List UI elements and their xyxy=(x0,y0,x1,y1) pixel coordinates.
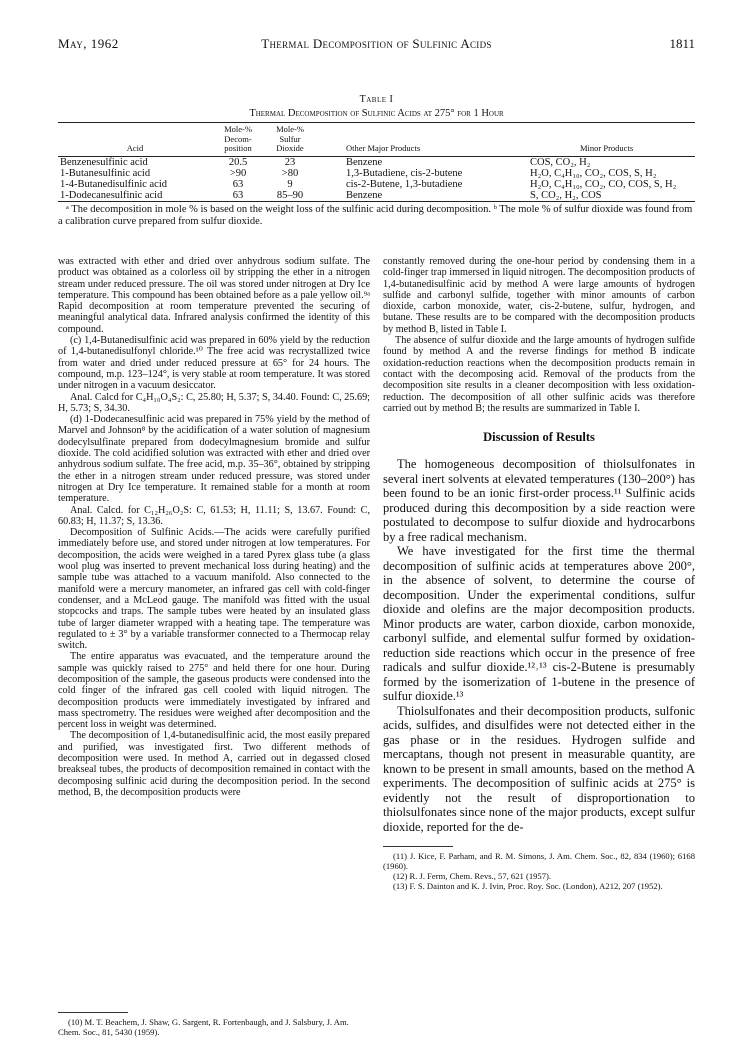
page-header xyxy=(58,36,695,54)
body-paragraph: (d) 1-Dodecanesulfinic acid was prepared in 75% yield by the method of Marvel and Johnson⁸ by the acidification of a water solution of magnesium dodecylsulfinate prepared from dodecylmagnesium bromide and sulfur dioxide. The cold acidified solution was extracted with ether and dried over anhydrous sodium sulfate. The free acid, m.p. 35–36°, obtained by stripping the ether in a nitrogen stream under reduced pressure, was stored under nitrogen at Dry Ice temperature. It remained stable for a month at room temperature. xyxy=(58,414,370,505)
cell-minor-products: H₂O, C₄H₁₀, CO₂, COS, S, H₂ xyxy=(530,167,657,179)
cell-major-products: 1,3-Butadiene, cis-2-butene xyxy=(346,167,463,179)
header-page-number: 1811 xyxy=(669,36,695,51)
col-header-minor-products: Minor Products xyxy=(580,143,634,153)
header-date: May, 1962 xyxy=(58,36,119,51)
table-row xyxy=(58,190,695,202)
discussion-paragraph: The homogeneous decomposition of thiolsulfonates in several inert solvents at elevated temperatures (130–200°) has been found to be an ionic first-order process.¹¹ Sulfinic acids produced during this decomposition by a side reaction were postulated to decompose to sulfur dioxide and hydrocarbons by a free radical mechanism. xyxy=(383,457,695,544)
table-row xyxy=(58,168,695,179)
cell-sulfur-dioxide: 9 xyxy=(287,178,293,190)
cell-decomposition: 63 xyxy=(232,189,244,201)
discussion-paragraph: Thiolsulfonates and their decomposition products, sulfonic acids, sulfides, and disulfides were not detected either in the gas phase or in the residues. Hydrogen sulfide and mercaptans, though not present in measurable quantity, are known to be present in small amounts, based on the method A experiments. The decomposition of sulfinic acids at 275° is evidently not the result of disproportionation to thiolsulfonates since none of the major products, except sulfur dioxide, reported for the de- xyxy=(383,703,695,834)
cell-acid: 1-4-Butanedisulfinic acid xyxy=(60,178,168,190)
cell-acid: 1-Dodecanesulfinic acid xyxy=(60,189,163,201)
cell-acid: Benzenesulfinic acid xyxy=(60,156,148,168)
col-header-sulfur-dioxide: Mole-% Sulfur Dioxide xyxy=(276,124,304,153)
cell-sulfur-dioxide: 23 xyxy=(284,156,296,168)
table-block xyxy=(58,94,695,228)
cell-major-products: cis-2-Butene, 1,3-butadiene xyxy=(346,178,463,190)
body-paragraph: (c) 1,4-Butanedisulfinic acid was prepared in 60% yield by the reduction of 1,4-butanedisulfonyl chloride.¹⁰ The free acid was recrystallized twice from water and dried under reduced pressure at 65° for 24 hours. The compound, m.p. 123–124°, is very stable at room temperature. It was stored under nitrogen in a vacuum desiccator. xyxy=(58,335,370,392)
left-footnotes xyxy=(58,1012,370,1037)
footnote: (11) J. Kice, F. Parham, and R. M. Simons, J. Am. Chem. Soc., 82, 834 (1960); 6168 (1960). xyxy=(383,851,695,872)
cell-decomposition: >90 xyxy=(229,167,247,179)
body-paragraph: Decomposition of Sulfinic Acids.—The acids were carefully purified immediately before use, and stored under nitrogen at low temperatures. For decomposition, the acids were weighed in a tared Pyrex glass tube (a glass wool plug was inserted to prevent mechanical loss during heating) and the sample tube was attached to a vacuum manifold. Also connected to the manifold were a mercury manometer, an infrared gas cell with cold-finger condenser, and a McLeod gauge. The manifold was fitted with the usual stopcocks and traps. The sample tubes were heated by an insulated glass tube of larger diameter wrapped with a heating tape. The temperature was regulated to ± 3° by a variable transformer connected to a Thermocap relay switch. xyxy=(58,527,370,652)
cell-sulfur-dioxide: >80 xyxy=(281,167,299,179)
table-footnotes: ᵃ The decomposition in mole % is based on the weight loss of the sulfinic acid during decomposition. ᵇ The mole % of sulfur dioxide was found from a calibration curve prepared from sulfur dioxide. xyxy=(58,203,693,227)
footnote: (10) M. T. Beachem, J. Shaw, G. Sargent, R. Fortenbaugh, and J. Salsbury, J. Am. Chem. Soc., 81, 5430 (1959). xyxy=(58,1017,349,1037)
body-paragraph: constantly removed during the one-hour period by condensing them in a cold-finger trap immersed in liquid nitrogen. The decomposition products of 1,4-butanedisulfinic acid by method A were large amounts of hydrogen sulfide and carbonyl sulfide, together with minor amounts of carbon dioxide, carbon monoxide, water, cis-2-butene, sulfur, hydrogen, and butane. These results are to be compared with the decomposition products by method B, listed in Table I. xyxy=(383,256,695,335)
body-paragraph: The entire apparatus was evacuated, and the temperature around the sample was quickly raised to 275° and held there for one hour. During decomposition of the sample, the gaseous products were condensed into the cold finger of the infrared gas cell cooled with liquid nitrogen. The decomposition products were immediately investigated by infrared and mass spectrometry. The residues were weighed after decomposition and the percent loss in weight was determined. xyxy=(58,651,370,731)
col-header-major-products: Other Major Products xyxy=(346,143,421,153)
header-running-title: Thermal Decomposition of Sulfinic Acids xyxy=(261,36,492,51)
cell-major-products: Benzene xyxy=(346,189,383,201)
footnote: (13) F. S. Dainton and K. J. Ivin, Proc. Roy. Soc. (London), A212, 207 (1952). xyxy=(393,881,663,892)
analysis-paragraph: Anal. Calcd. for C₁₂H₂₆O₂S: C, 61.53; H, 11.11; S, 13.67. Found: C, 60.83; H, 11.37; S, 13.36. xyxy=(58,504,370,527)
cell-sulfur-dioxide: 85–90 xyxy=(276,189,304,201)
section-title: Discussion of Results xyxy=(483,430,595,445)
footnote-rule xyxy=(383,846,453,847)
table-header-row xyxy=(58,123,695,157)
table-row xyxy=(58,179,695,190)
table-row xyxy=(58,156,695,168)
cell-decomposition: 20.5 xyxy=(228,156,248,168)
cell-minor-products: S, CO₂, H₂, COS xyxy=(530,189,602,201)
table-title: Thermal Decomposition of Sulfinic Acids at 275° for 1 Hour xyxy=(249,108,504,119)
results-table xyxy=(58,122,695,202)
footnote-rule xyxy=(58,1012,128,1013)
col-header-acid: Acid xyxy=(126,143,144,153)
body-paragraph: The absence of sulfur dioxide and the large amounts of hydrogen sulfide found by method A and the reverse findings for method B indicate oxidation-reduction reactions when the decomposition products remain in contact with the decomposing acid. Removal of the products from the decomposition site results in a cleaner decomposition with less oxidation-reduction. The decomposition of all other sulfinic acids was therefore carried out by method B; the results are summarized in Table I. xyxy=(383,335,695,414)
body-paragraph: The decomposition of 1,4-butanedisulfinic acid, the most easily prepared and purified, was investigated first. Two different methods of decomposition were used. In method A, carried out in degassed closed breakseal tubes, the products of decomposition remained in contact with the decomposing sulfinic acid during the decomposition period. In the second method, B, the decomposition products were xyxy=(58,730,370,798)
cell-minor-products: H₂O, C₄H₁₀, CO₂, CO, COS, S, H₂ xyxy=(530,178,677,190)
cell-minor-products: COS, CO₂, H₂ xyxy=(530,156,591,168)
footnote: (12) R. J. Ferm, Chem. Revs., 57, 621 (1957). xyxy=(393,871,552,882)
discussion-paragraph: We have investigated for the first time the thermal decomposition of sulfinic acids at temperatures above 200°, in the absence of solvent, to determine the course of decomposition. Under the experimental conditions, sulfur dioxide and olefins are the major decomposition products. Minor products are water, carbon dioxide, carbon monoxide, carbonyl sulfide, and elemental sulfur formed by oxidation-reduction side reactions which occur in the presence of free radicals and sulfur dioxide.¹²˒¹³ cis-2-Butene is presumably formed by the isomerization of 1-butene in the presence of sulfur dioxide.¹³ xyxy=(383,544,695,704)
cell-decomposition: 63 xyxy=(232,178,244,190)
table-label: Table I xyxy=(359,94,394,105)
col-header-decomposition: Mole-% Decom-position xyxy=(224,124,252,153)
left-column xyxy=(58,256,370,798)
right-column xyxy=(383,256,695,891)
body-paragraph: was extracted with ether and dried over anhydrous sodium sulfate. The product was obtained as a colorless oil by stripping the ether in a nitrogen stream under reduced pressure. The oil was stored under nitrogen at Dry Ice temperature. This compound has been obtained before as a pale yellow oil.⁹ᵃ Rapid decomposition at room temperature prevented the securing of meaningful analytical data. Infrared analysis confirmed the identity of this compound. xyxy=(58,256,370,335)
analysis-paragraph: Anal. Calcd for C₄H₁₀O₄S₂: C, 25.80; H, 5.37; S, 34.40. Found: C, 25.69; H, 5.73; S, 34.30. xyxy=(58,391,370,414)
cell-major-products: Benzene xyxy=(346,156,383,168)
cell-acid: 1-Butanesulfinic acid xyxy=(60,167,151,179)
